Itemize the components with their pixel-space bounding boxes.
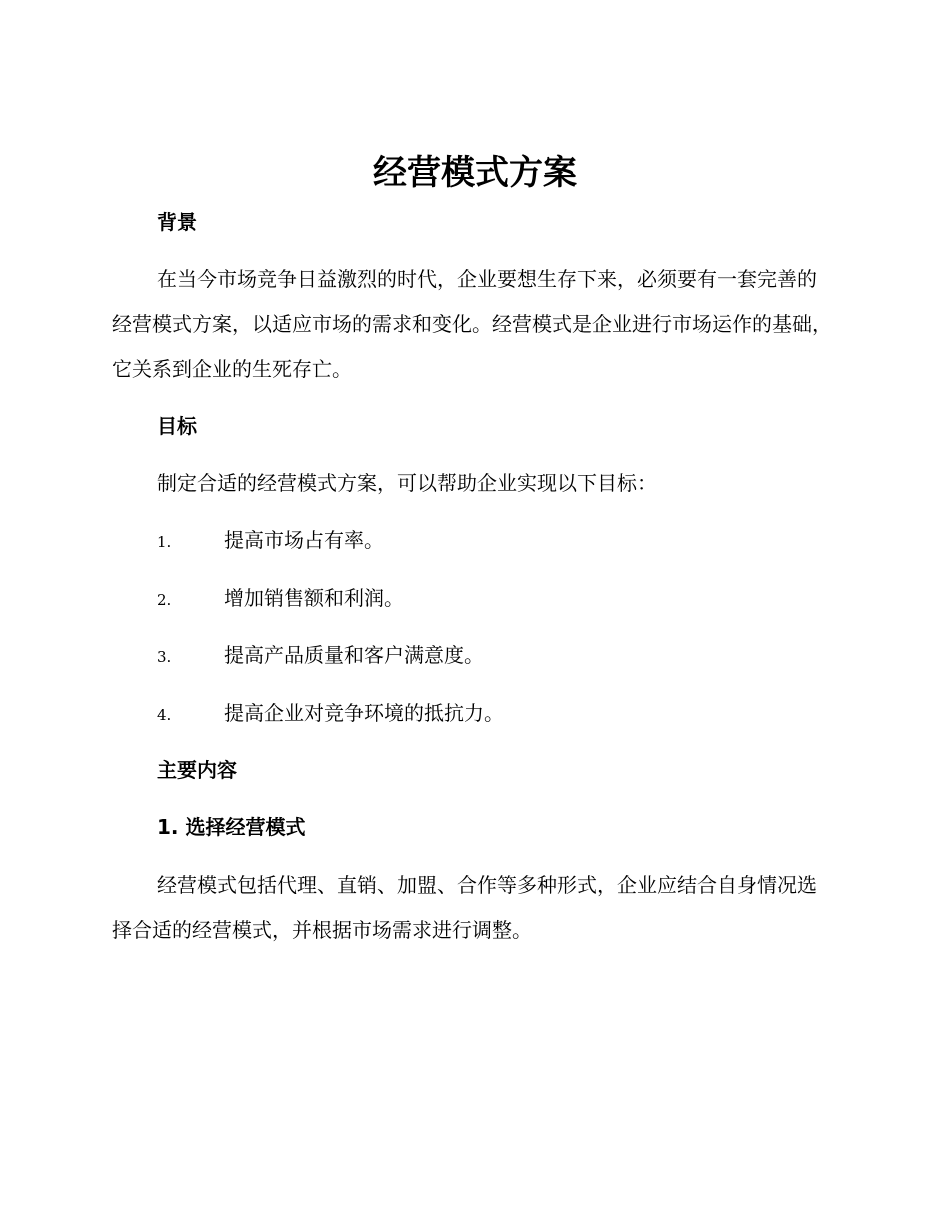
subsection-heading-choose-model: 1. 选择经营模式	[157, 815, 306, 839]
list-item	[157, 525, 757, 555]
section-heading-background: 背景	[157, 210, 197, 234]
list-item-text: 提高市场占有率。	[224, 528, 384, 552]
list-item	[157, 583, 757, 613]
main-content-paragraph: 经营模式包括代理、直销、加盟、合作等多种形式，企业应结合自身情况选择合适的经营模式，并根据市场需求进行调整。	[112, 873, 817, 942]
document-title: 经营模式方案	[373, 153, 577, 193]
list-item-text: 提高企业对竞争环境的抵抗力。	[224, 701, 504, 725]
list-item	[157, 698, 757, 728]
list-item-text: 提高产品质量和客户满意度。	[224, 643, 484, 667]
list-item-number: 4.	[157, 706, 172, 724]
list-item-number: 1.	[157, 533, 172, 551]
section-heading-goals: 目标	[157, 414, 197, 438]
background-paragraph: 在当今市场竞争日益激烈的时代，企业要想生存下来，必须要有一套完善的经营模式方案，以适应市场的需求和变化。经营模式是企业进行市场运作的基础，它关系到企业的生死存亡。	[112, 267, 832, 381]
list-item-number: 3.	[157, 648, 172, 666]
list-item-text: 增加销售额和利润。	[224, 586, 404, 610]
list-item-number: 2.	[157, 591, 172, 609]
goals-intro: 制定合适的经营模式方案，可以帮助企业实现以下目标：	[157, 471, 657, 495]
list-item	[157, 640, 757, 670]
section-heading-main-content: 主要内容	[157, 758, 237, 782]
